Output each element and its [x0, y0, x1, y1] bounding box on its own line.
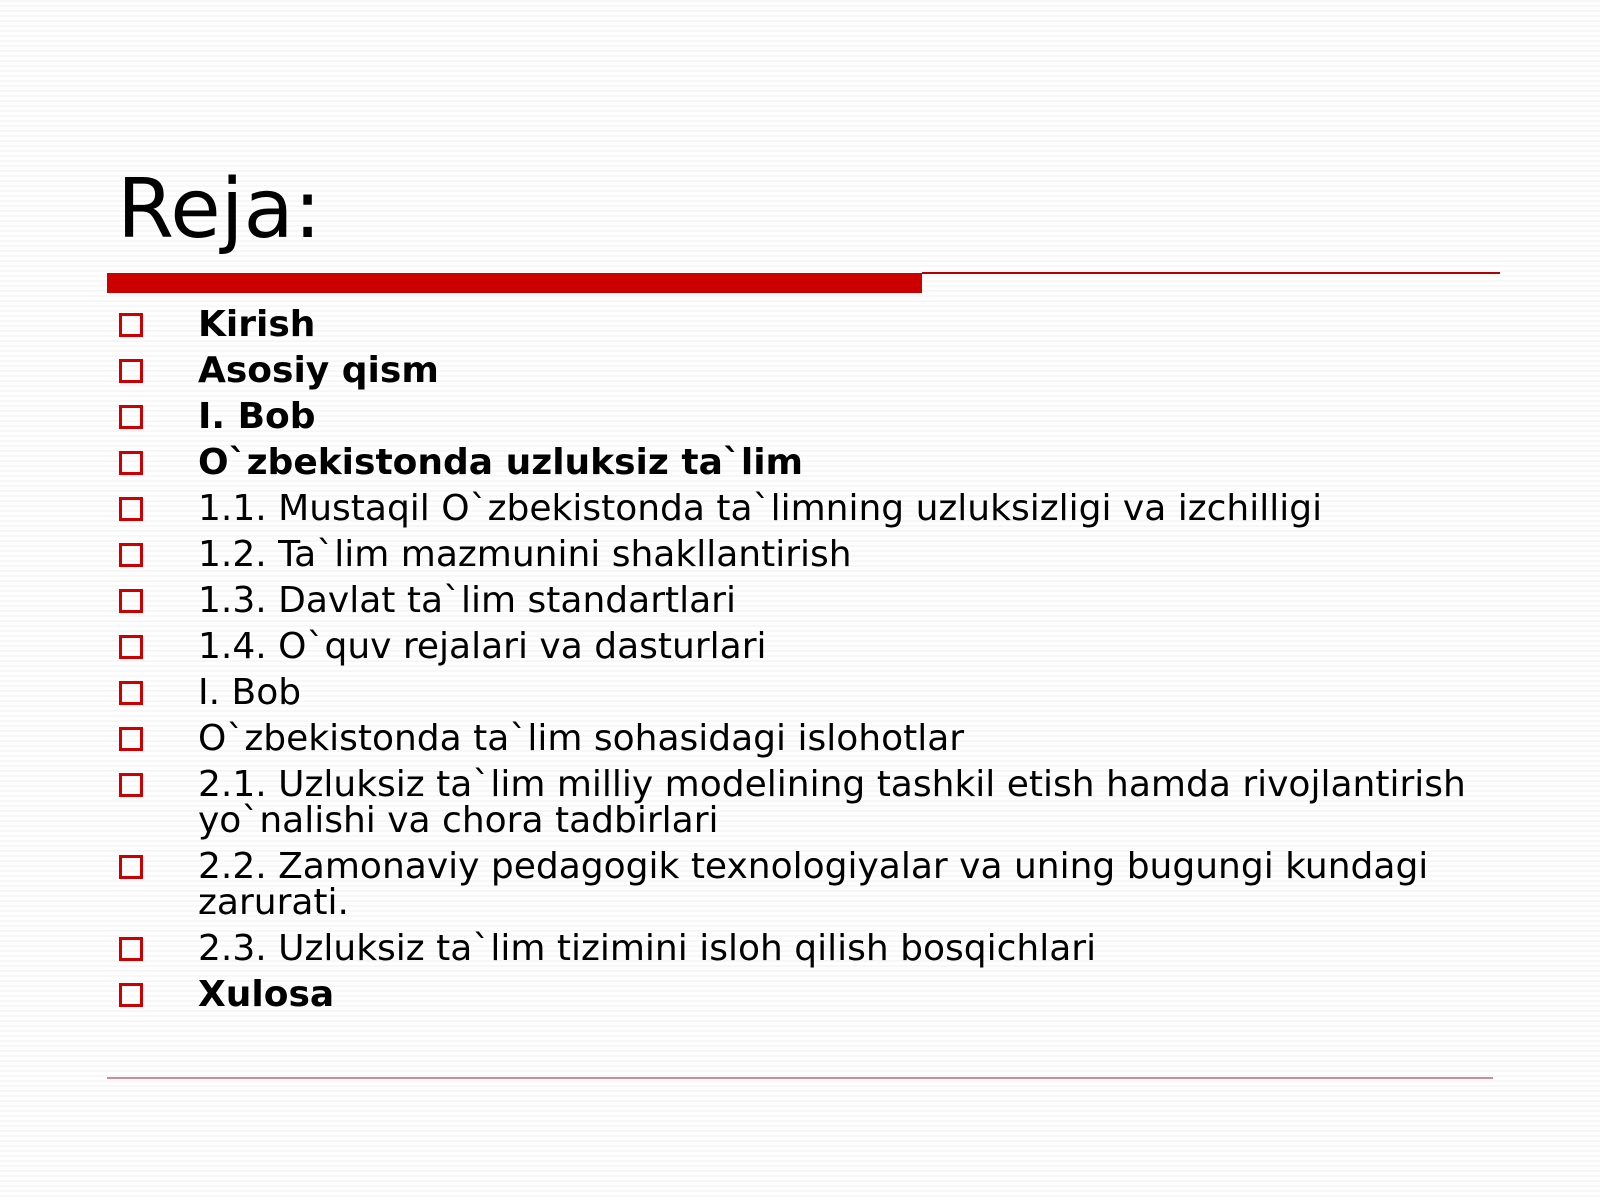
list-item — [115, 442, 1515, 483]
list-item — [115, 488, 1515, 529]
list-item — [115, 534, 1515, 575]
list-item-text: O`zbekistonda uzluksiz ta`lim — [198, 442, 804, 483]
hollow-square-bullet-icon — [119, 855, 143, 879]
list-item-text: 2.1. Uzluksiz ta`lim milliy modelining tashkil etish hamda rivojlantirish yo`nalishi va chora tadbirlari — [198, 764, 1466, 841]
title-underline-rule — [922, 272, 1500, 274]
list-item-text: 1.2. Ta`lim mazmunini shakllantirish — [198, 534, 852, 575]
list-item — [115, 846, 1515, 923]
list-item — [115, 718, 1515, 759]
hollow-square-bullet-icon — [119, 313, 143, 337]
list-item-text: 1.1. Mustaqil O`zbekistonda ta`limning uzluksizligi va izchilligi — [198, 488, 1323, 529]
footer-rule — [107, 1077, 1493, 1079]
list-item-text: Xulosa — [198, 974, 335, 1015]
list-item-text: 1.4. O`quv rejalari va dasturlari — [198, 626, 767, 667]
list-item — [115, 974, 1515, 1015]
list-item — [115, 580, 1515, 621]
list-item-text: Asosiy qism — [198, 350, 439, 391]
list-item-text: O`zbekistonda ta`lim sohasidagi islohotlar — [198, 718, 965, 759]
list-item-text: 2.3. Uzluksiz ta`lim tizimini isloh qilish bosqichlari — [198, 928, 1097, 969]
list-item — [115, 672, 1515, 713]
hollow-square-bullet-icon — [119, 543, 143, 567]
hollow-square-bullet-icon — [119, 727, 143, 751]
hollow-square-bullet-icon — [119, 497, 143, 521]
list-item-text: Kirish — [198, 304, 316, 345]
list-item — [115, 350, 1515, 391]
hollow-square-bullet-icon — [119, 589, 143, 613]
hollow-square-bullet-icon — [119, 937, 143, 961]
hollow-square-bullet-icon — [119, 359, 143, 383]
outline-list — [115, 304, 1515, 1023]
hollow-square-bullet-icon — [119, 451, 143, 475]
hollow-square-bullet-icon — [119, 635, 143, 659]
title-accent-bar — [107, 273, 922, 293]
list-item — [115, 626, 1515, 667]
hollow-square-bullet-icon — [119, 405, 143, 429]
list-item-text: I. Bob — [198, 396, 316, 437]
slide-title: Reja: — [117, 162, 322, 257]
hollow-square-bullet-icon — [119, 773, 143, 797]
list-item-text: 1.3. Davlat ta`lim standartlari — [198, 580, 736, 621]
list-item-text: I. Bob — [198, 672, 302, 713]
list-item — [115, 396, 1515, 437]
list-item-text: 2.2. Zamonaviy pedagogik texnologiyalar va uning bugungi kundagi zarurati. — [198, 846, 1429, 923]
list-item — [115, 304, 1515, 345]
hollow-square-bullet-icon — [119, 983, 143, 1007]
hollow-square-bullet-icon — [119, 681, 143, 705]
list-item — [115, 764, 1515, 841]
list-item — [115, 928, 1515, 969]
